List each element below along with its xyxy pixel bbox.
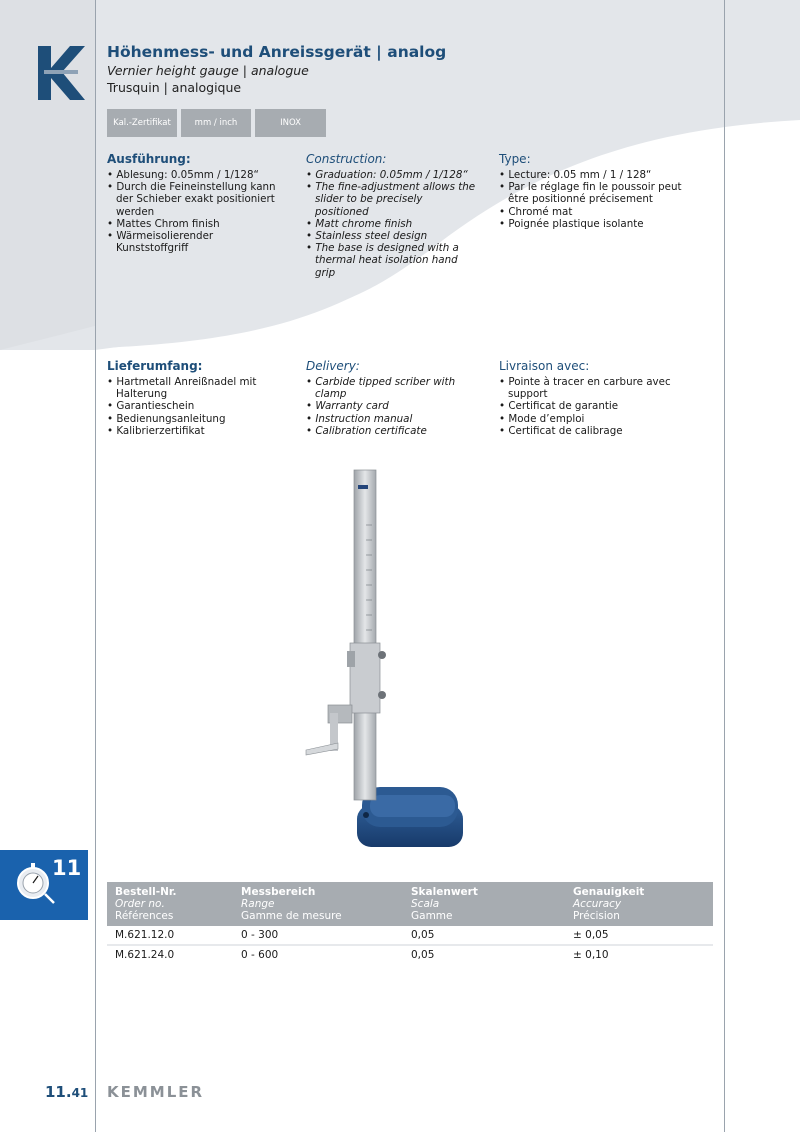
table-row xyxy=(107,945,713,964)
list-item: • Garantieschein xyxy=(107,400,272,412)
list-item: • Bedienungsanleitung xyxy=(107,413,272,425)
header-fr: Précision xyxy=(573,910,620,922)
list-item: • Instruction manual xyxy=(306,413,471,425)
list-item: • Mode d’emploi xyxy=(499,413,679,425)
construction-english xyxy=(306,152,476,279)
list-item: • The base is designed with a thermal heat isolation hand grip xyxy=(306,242,476,279)
list-item: • Certificat de garantie xyxy=(499,400,679,412)
header-en: Scala xyxy=(411,898,440,910)
construction-french-heading: Type: xyxy=(499,152,531,166)
table-cell: M.621.24.0 xyxy=(107,945,233,964)
chapter-number: 11 xyxy=(52,856,82,880)
table-cell: 0 - 600 xyxy=(233,945,403,964)
height-gauge-image xyxy=(300,465,470,850)
list-item: • Wärmeisolierender Kunststoffgriff xyxy=(107,230,287,254)
delivery-french xyxy=(499,359,679,437)
list-item: • Hartmetall Anreißnadel mit Halterung xyxy=(107,376,272,400)
title-french: Trusquin | analogique xyxy=(107,80,242,95)
header-en: Accuracy xyxy=(573,898,622,910)
list-item: • Matt chrome finish xyxy=(306,218,476,230)
header-en: Range xyxy=(241,898,275,910)
list-item: • Pointe à tracer en carbure avec support xyxy=(499,376,679,400)
table-cell: 0,05 xyxy=(403,945,565,964)
list-item: • Chromé mat xyxy=(499,206,689,218)
delivery-french-heading: Livraison avec: xyxy=(499,359,590,373)
header-de: Bestell-Nr. xyxy=(115,886,177,898)
page-number-main: 11. xyxy=(45,1083,72,1101)
page-number xyxy=(45,1083,88,1101)
construction-german xyxy=(107,152,287,254)
list-item: • Kalibrierzertifikat xyxy=(107,425,272,437)
list-item: • Warranty card xyxy=(306,400,471,412)
construction-english-heading: Construction: xyxy=(306,152,387,166)
table-cell: 0 - 300 xyxy=(233,926,403,945)
brand-name: KEMMLER xyxy=(107,1083,205,1101)
table-cell: ± 0,10 xyxy=(565,945,713,964)
table-cell: ± 0,05 xyxy=(565,926,713,945)
table-cell: M.621.12.0 xyxy=(107,926,233,945)
list-item: • Ablesung: 0.05mm / 1/128“ xyxy=(107,169,287,181)
list-item: • Par le réglage fin le poussoir peut être positionné précisement xyxy=(499,181,689,205)
delivery-english-heading: Delivery: xyxy=(306,359,360,373)
column-header-accuracy xyxy=(565,882,713,926)
header-fr: Gamme xyxy=(411,910,453,922)
list-item: • Calibration certificate xyxy=(306,425,471,437)
title-english: Vernier height gauge | analogue xyxy=(107,63,309,78)
list-item: • Poignée plastique isolante xyxy=(499,218,689,230)
list-item: • Lecture: 0.05 mm / 1 / 128“ xyxy=(499,169,689,181)
table-row xyxy=(107,926,713,945)
badge-mm-inch: mm / inch xyxy=(181,109,251,137)
delivery-german xyxy=(107,359,272,437)
column-header-order-no xyxy=(107,882,233,926)
table-cell: 0,05 xyxy=(403,926,565,945)
construction-french xyxy=(499,152,689,230)
page-number-sub: 41 xyxy=(71,1086,89,1100)
header-de: Messbereich xyxy=(241,886,316,898)
delivery-german-heading: Lieferumfang: xyxy=(107,359,203,373)
list-item: • The fine-adjustment allows the slider to be precisely positioned xyxy=(306,181,476,218)
list-item: • Certificat de calibrage xyxy=(499,425,679,437)
construction-german-heading: Ausführung: xyxy=(107,152,191,166)
header-en: Order no. xyxy=(115,898,165,910)
list-item: • Carbide tipped scriber with clamp xyxy=(306,376,471,400)
column-header-range xyxy=(233,882,403,926)
list-item: • Graduation: 0.05mm / 1/128“ xyxy=(306,169,476,181)
badge-inox: INOX xyxy=(255,109,326,137)
header-fr: Références xyxy=(115,910,174,922)
right-margin-line xyxy=(724,0,725,1132)
column-header-scale xyxy=(403,882,565,926)
title-german: Höhenmess- und Anreissgerät | analog xyxy=(107,43,447,61)
header-fr: Gamme de mesure xyxy=(241,910,342,922)
list-item: • Stainless steel design xyxy=(306,230,476,242)
list-item: • Mattes Chrom finish xyxy=(107,218,287,230)
title-block xyxy=(107,42,446,96)
delivery-english xyxy=(306,359,471,437)
order-table xyxy=(107,882,713,964)
k-logo xyxy=(38,46,86,100)
left-margin-line xyxy=(95,0,96,1132)
list-item: • Durch die Feineinstellung kann der Schieber exakt positioniert werden xyxy=(107,181,287,218)
header-de: Skalenwert xyxy=(411,886,478,898)
header-de: Genauigkeit xyxy=(573,886,645,898)
badge-calibration-certificate: Kal.-Zertifikat xyxy=(107,109,177,137)
